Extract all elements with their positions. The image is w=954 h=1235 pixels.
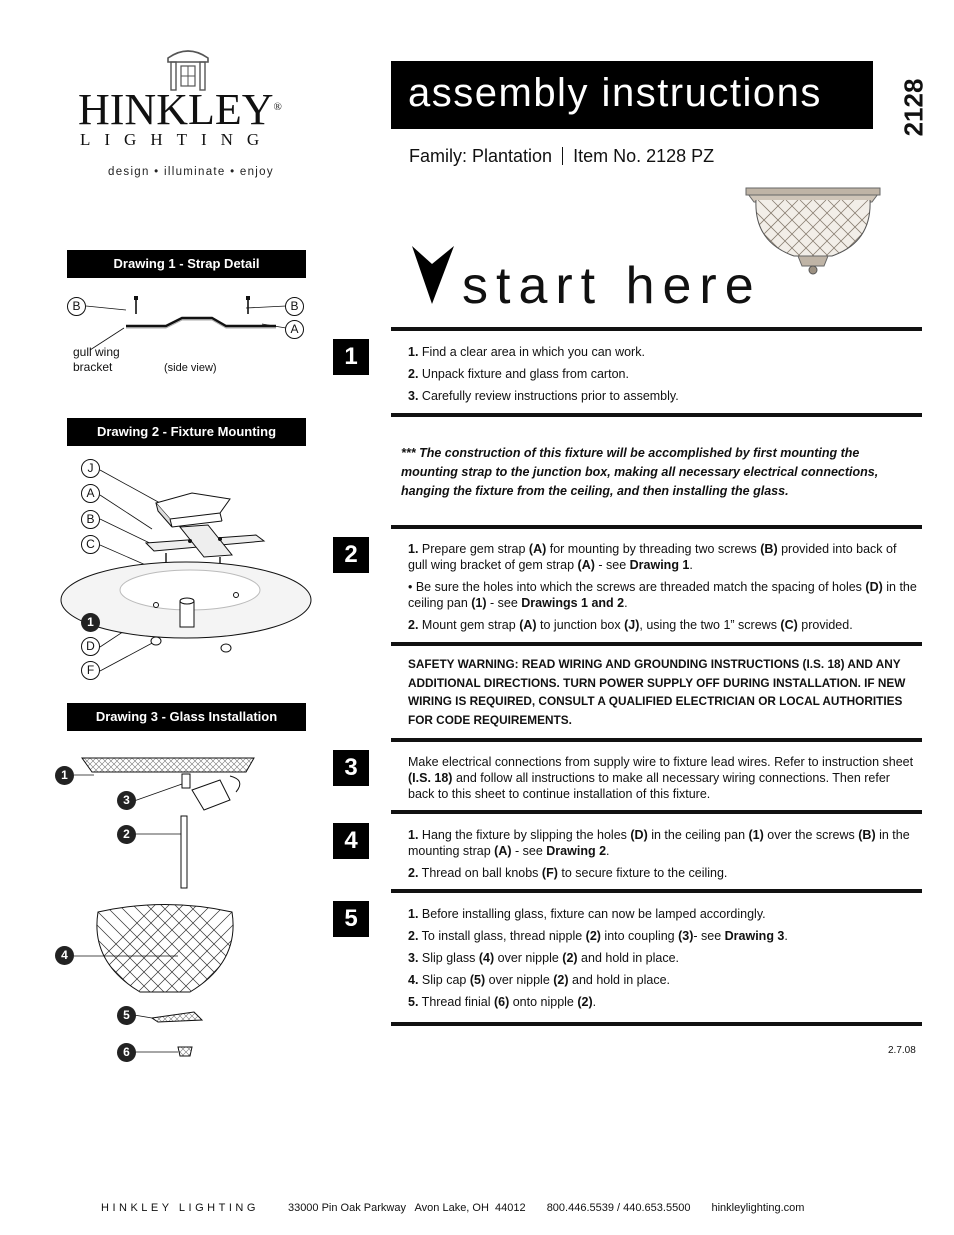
t: Prepare gem strap [418, 542, 529, 556]
rule-step-3-bottom [391, 810, 922, 814]
step-1-number: 1 [333, 339, 369, 375]
t: Drawing 3 [724, 929, 785, 943]
drawing-3-heading: Drawing 3 - Glass Installation [67, 703, 306, 731]
step-5-line-2 [408, 928, 918, 944]
step-3-number: 3 [333, 750, 369, 786]
t: in the ceiling pan [647, 828, 749, 842]
t: (I.S. 18) [408, 771, 453, 785]
label-f: F [81, 661, 100, 680]
step-2-text [408, 541, 918, 639]
step-5-text [408, 906, 918, 1016]
step-4-number: 4 [333, 823, 369, 859]
num: 5. [408, 995, 419, 1009]
footer-phone: 800.446.5539 / 440.653.5500 [546, 1202, 691, 1214]
gull-wing-label [73, 345, 120, 375]
t: Drawing 2 [546, 844, 607, 858]
t: Thread on ball knobs [418, 866, 542, 880]
t: (3) [678, 929, 694, 943]
label-a-2: A [81, 484, 100, 503]
footer-company: HINKLEY LIGHTING [101, 1202, 259, 1214]
t: (D) [865, 580, 883, 594]
t: (2) [585, 929, 601, 943]
label-d: D [81, 637, 100, 656]
drawing-1-heading: Drawing 1 - Strap Detail [67, 250, 306, 278]
t: . [606, 844, 610, 858]
drawing-2-heading: Drawing 2 - Fixture Mounting [67, 418, 306, 446]
num: 2. [408, 866, 419, 880]
footer-address: 33000 Pin Oak Parkway Avon Lake, OH 44012 [287, 1202, 526, 1214]
label-j: J [81, 459, 100, 478]
step-5-line-3 [408, 950, 918, 966]
family-line [409, 146, 714, 167]
label-6-finial: 6 [117, 1043, 136, 1062]
step-4-text [408, 827, 918, 887]
num: 2. [408, 618, 419, 632]
t: . [784, 929, 788, 943]
rule-step-1-bottom [391, 413, 922, 417]
footer [101, 1202, 804, 1214]
step-2-para-1 [408, 541, 918, 573]
label-3-coupling: 3 [117, 791, 136, 810]
footer-website[interactable]: hinkleylighting.com [711, 1202, 805, 1214]
logo-sub: LIGHTING [80, 130, 274, 149]
label-1-canopy: 1 [55, 766, 74, 785]
t: (5) [469, 973, 486, 987]
t: over the screws [763, 828, 859, 842]
t: and follow all instructions to make all necessary wiring connections. Then refer back to this sheet to continue installation of this fixture. [408, 771, 890, 801]
label-a: A [285, 320, 304, 339]
step-5-number: 5 [333, 901, 369, 937]
t: Thread finial [418, 995, 494, 1009]
num: 2. [408, 929, 419, 943]
t: Drawings 1 and 2 [521, 596, 625, 610]
t: • Be sure the holes into which the screws are threaded match the spacing of holes [408, 580, 866, 594]
t: in the ceiling pan [408, 580, 917, 610]
t: onto nipple [509, 995, 578, 1009]
start-here-heading: start here [462, 257, 762, 315]
num: 4. [408, 973, 419, 987]
construction-note: *** The construction of this fixture will be accomplished by first mounting the mounting strap to the junction box, making all necessary electrical connections, hanging the fixture from the ceiling, and then installing the glass. [401, 446, 879, 498]
t: and hold in place. [568, 973, 670, 987]
step-3-text [408, 754, 918, 808]
label-1-pan: 1 [81, 613, 100, 632]
step-4-para-2 [408, 865, 918, 881]
step-2-para-2 [408, 579, 918, 611]
separator [562, 147, 563, 165]
label-b-right: B [285, 297, 304, 316]
item-no: Item No. 2128 PZ [573, 146, 715, 166]
t: Slip glass [418, 951, 479, 965]
rule-step-2-bottom [391, 642, 922, 646]
t: (A) [494, 844, 512, 858]
t: provided into back of gull wing bracket of gem strap [408, 542, 897, 572]
step-2-number: 2 [333, 537, 369, 573]
logo-brand [78, 85, 282, 134]
strap-detail-drawing [86, 292, 286, 352]
num: 3. [408, 389, 419, 403]
t: . [624, 596, 628, 610]
t: to junction box [536, 618, 625, 632]
label-b-2: B [81, 510, 100, 529]
t: , using the two 1” screws [639, 618, 781, 632]
line-text: Unpack fixture and glass from carton. [418, 367, 629, 381]
header-title: assembly instructions [408, 71, 822, 115]
start-arrow-icon [410, 244, 456, 306]
step-5-line-1 [408, 906, 918, 922]
num: 2. [408, 367, 419, 381]
t: into coupling [600, 929, 679, 943]
logo-tagline: design • illuminate • enjoy [108, 166, 274, 178]
step-1-line-2 [408, 366, 918, 382]
t: (J) [624, 618, 640, 632]
t: to secure fixture to the ceiling. [557, 866, 728, 880]
t: for mounting by threading two screws [546, 542, 761, 556]
t: (2) [553, 973, 569, 987]
t: (B) [760, 542, 778, 556]
t: and hold in place. [577, 951, 680, 965]
num: 1. [408, 907, 419, 921]
num: 1. [408, 542, 419, 556]
step-2-para-3 [408, 617, 918, 633]
t: (2) [577, 995, 593, 1009]
fixture-product-image [744, 180, 882, 280]
step-5-line-5 [408, 994, 918, 1010]
t: (1) [748, 828, 764, 842]
t: (1) [471, 596, 487, 610]
label-5-cap: 5 [117, 1006, 136, 1025]
t: . [592, 995, 597, 1009]
t: - see [693, 929, 725, 943]
t: over nipple [494, 951, 563, 965]
step-1-text [408, 344, 918, 410]
t: . [689, 558, 693, 572]
rule-step-1-top [391, 327, 922, 331]
logo-brand-text: HINKLEY [78, 85, 274, 134]
t: over nipple [485, 973, 554, 987]
glass-installation-drawing [60, 752, 280, 1062]
t: provided. [797, 618, 853, 632]
safety-warning: SAFETY WARNING: READ WIRING AND GROUNDING INSTRUCTIONS (I.S. 18) AND ANY ADDITIONAL DIRECTIONS. TURN POWER SUPPLY OFF DURING INSTALLATION. IF NEW WIRING IS REQUIRED, CONSULT A QUALIFIED ELECTRICIAN OR LOCAL AUTHORITIES FOR CODE REQUIREMENTS. [408, 657, 906, 727]
t: (6) [493, 995, 510, 1009]
t: - see [486, 596, 522, 610]
label-b-left: B [67, 297, 86, 316]
registered-mark: ® [273, 101, 282, 113]
step-4-para-1 [408, 827, 918, 859]
num: 1. [408, 345, 419, 359]
t: (F) [541, 866, 558, 880]
t: (D) [630, 828, 648, 842]
rule-step-4-bottom [391, 889, 922, 893]
t: (A) [577, 558, 595, 572]
t: (C) [780, 618, 798, 632]
num: 1. [408, 828, 419, 842]
rule-step-3-top [391, 738, 922, 742]
t: Slip cap [418, 973, 470, 987]
step-5-line-4 [408, 972, 918, 988]
line-text: Find a clear area in which you can work. [418, 345, 645, 359]
t: To install glass, thread nipple [418, 929, 586, 943]
t: in the mounting strap [408, 828, 910, 858]
num: 3. [408, 951, 419, 965]
gull-wing-text: gull wing [73, 345, 120, 359]
t: Before installing glass, fixture can now be lamped accordingly. [418, 907, 766, 921]
t: Drawing 1 [629, 558, 690, 572]
rule-step-5-bottom [391, 1022, 922, 1026]
label-2-nipple: 2 [117, 825, 136, 844]
bracket-text: bracket [73, 360, 113, 374]
line-text: Carefully review instructions prior to assembly. [418, 389, 679, 403]
t: (B) [858, 828, 876, 842]
step-3-para [408, 754, 918, 802]
t: (A) [519, 618, 537, 632]
t: (4) [478, 951, 495, 965]
step-1-line-1 [408, 344, 918, 360]
t: (A) [528, 542, 547, 556]
rule-step-2-top [391, 525, 922, 529]
t: (2) [562, 951, 578, 965]
t: - see [594, 558, 630, 572]
label-4-glass: 4 [55, 946, 74, 965]
label-c: C [81, 535, 100, 554]
item-number-vertical: 2128 [898, 78, 929, 137]
t: - see [511, 844, 547, 858]
t: Mount gem strap [418, 618, 520, 632]
t: Make electrical connections from supply wire to fixture lead wires. Refer to instruction sheet [408, 755, 914, 769]
step-1-line-3 [408, 388, 918, 404]
t: Hang the fixture by slipping the holes [418, 828, 631, 842]
side-view-label: (side view) [164, 362, 217, 374]
revision-date: 2.7.08 [888, 1045, 916, 1056]
family-name: Family: Plantation [409, 146, 553, 166]
